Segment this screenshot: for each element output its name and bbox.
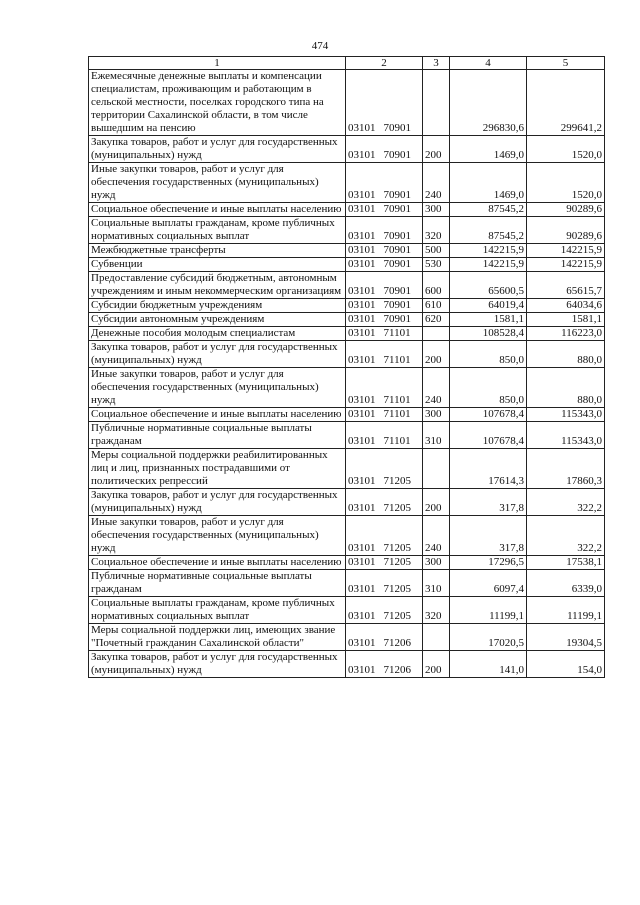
row-value-col4: 87545,2: [450, 217, 527, 244]
row-value-col4: 17020,5: [450, 624, 527, 651]
row-expense-type: 240: [423, 163, 450, 203]
row-code-section: 03101: [348, 637, 376, 649]
row-value-col4: 850,0: [450, 368, 527, 408]
row-code: [346, 597, 423, 624]
row-value-col5: 142215,9: [527, 258, 605, 272]
row-expense-type: 530: [423, 258, 450, 272]
row-expense-type: 300: [423, 203, 450, 217]
header-col-5: 5: [527, 57, 605, 70]
row-value-col5: 19304,5: [527, 624, 605, 651]
table-row: [89, 327, 605, 341]
row-value-col5: 115343,0: [527, 408, 605, 422]
header-col-3: 3: [423, 57, 450, 70]
row-name: Публичные нормативные социальные выплаты гражданам: [89, 422, 346, 449]
row-code: [346, 516, 423, 556]
row-value-col5: 115343,0: [527, 422, 605, 449]
row-value-col4: 6097,4: [450, 570, 527, 597]
table-row: [89, 516, 605, 556]
header-row: [89, 57, 605, 70]
row-code-section: 03101: [348, 394, 376, 406]
row-expense-type: 200: [423, 651, 450, 678]
row-code-article: 71205: [383, 556, 411, 568]
row-code-article: 71101: [383, 394, 411, 406]
row-name: Закупка товаров, работ и услуг для государственных (муниципальных) нужд: [89, 136, 346, 163]
table-row: [89, 313, 605, 327]
row-code-article: 71205: [383, 583, 411, 595]
row-code-section: 03101: [348, 610, 376, 622]
row-code: [346, 408, 423, 422]
row-expense-type: [423, 327, 450, 341]
table-row: [89, 422, 605, 449]
row-code: [346, 556, 423, 570]
row-name: Социальное обеспечение и иные выплаты населению: [89, 203, 346, 217]
row-name: Закупка товаров, работ и услуг для государственных (муниципальных) нужд: [89, 341, 346, 368]
row-name: Иные закупки товаров, работ и услуг для обеспечения государственных (муниципальных) нужд: [89, 163, 346, 203]
row-expense-type: [423, 449, 450, 489]
row-name: Иные закупки товаров, работ и услуг для обеспечения государственных (муниципальных) нужд: [89, 368, 346, 408]
table-row: [89, 272, 605, 299]
row-code: [346, 570, 423, 597]
row-code-article: 71206: [383, 664, 411, 676]
table-row: [89, 651, 605, 678]
row-name: Межбюджетные трансферты: [89, 244, 346, 258]
row-code-section: 03101: [348, 285, 376, 297]
row-code-article: 70901: [383, 244, 411, 256]
header-col-4: 4: [450, 57, 527, 70]
row-name: Предоставление субсидий бюджетным, автономным учреждениям и иным некоммерческим организациям: [89, 272, 346, 299]
row-value-col4: 142215,9: [450, 244, 527, 258]
row-code-article: 71205: [383, 610, 411, 622]
row-code: [346, 217, 423, 244]
row-value-col5: 90289,6: [527, 217, 605, 244]
row-expense-type: 320: [423, 217, 450, 244]
row-name: Социальное обеспечение и иные выплаты населению: [89, 408, 346, 422]
row-code-article: 71101: [383, 408, 411, 420]
row-code: [346, 70, 423, 136]
row-code-article: 71101: [383, 354, 411, 366]
row-code: [346, 203, 423, 217]
table-row: [89, 217, 605, 244]
row-value-col4: 65600,5: [450, 272, 527, 299]
row-value-col4: 1469,0: [450, 136, 527, 163]
row-name: Социальное обеспечение и иные выплаты населению: [89, 556, 346, 570]
table-row: [89, 258, 605, 272]
row-code-section: 03101: [348, 258, 376, 270]
row-code: [346, 368, 423, 408]
row-code-section: 03101: [348, 189, 376, 201]
row-expense-type: 610: [423, 299, 450, 313]
row-code-section: 03101: [348, 203, 376, 215]
row-code-article: 70901: [383, 230, 411, 242]
table-row: [89, 163, 605, 203]
row-expense-type: 200: [423, 489, 450, 516]
row-value-col4: 850,0: [450, 341, 527, 368]
row-code-section: 03101: [348, 313, 376, 325]
row-code-section: 03101: [348, 244, 376, 256]
row-name: Субсидии автономным учреждениям: [89, 313, 346, 327]
row-value-col5: 1520,0: [527, 136, 605, 163]
row-expense-type: 600: [423, 272, 450, 299]
row-value-col4: 1581,1: [450, 313, 527, 327]
table-row: [89, 408, 605, 422]
row-value-col4: 317,8: [450, 489, 527, 516]
table-row: [89, 341, 605, 368]
row-value-col4: 107678,4: [450, 408, 527, 422]
row-code-article: 71206: [383, 637, 411, 649]
row-code-article: 70901: [383, 258, 411, 270]
row-code: [346, 341, 423, 368]
budget-table: [88, 56, 605, 678]
row-code: [346, 624, 423, 651]
row-value-col5: 64034,6: [527, 299, 605, 313]
row-code-article: 71205: [383, 542, 411, 554]
row-expense-type: 500: [423, 244, 450, 258]
page-number: 474: [311, 40, 329, 52]
row-code: [346, 489, 423, 516]
row-code: [346, 272, 423, 299]
row-value-col4: 296830,6: [450, 70, 527, 136]
row-code-section: 03101: [348, 327, 376, 339]
table-row: [89, 203, 605, 217]
row-code: [346, 258, 423, 272]
row-code-section: 03101: [348, 542, 376, 554]
row-code-section: 03101: [348, 230, 376, 242]
table-row: [89, 299, 605, 313]
row-expense-type: 240: [423, 368, 450, 408]
row-code-article: 70901: [383, 149, 411, 161]
row-name: Субсидии бюджетным учреждениям: [89, 299, 346, 313]
table-row: [89, 489, 605, 516]
row-code-section: 03101: [348, 664, 376, 676]
row-code: [346, 163, 423, 203]
row-expense-type: 310: [423, 422, 450, 449]
row-value-col5: 90289,6: [527, 203, 605, 217]
row-name: Социальные выплаты гражданам, кроме публичных нормативных социальных выплат: [89, 597, 346, 624]
row-name: Меры социальной поддержки лиц, имеющих звание "Почетный гражданин Сахалинской области": [89, 624, 346, 651]
row-code: [346, 327, 423, 341]
row-code: [346, 449, 423, 489]
row-name: Иные закупки товаров, работ и услуг для обеспечения государственных (муниципальных) нужд: [89, 516, 346, 556]
row-value-col5: 11199,1: [527, 597, 605, 624]
table-row: [89, 70, 605, 136]
row-value-col5: 6339,0: [527, 570, 605, 597]
row-value-col4: 317,8: [450, 516, 527, 556]
row-code-article: 70901: [383, 122, 411, 134]
table-row: [89, 136, 605, 163]
table-row: [89, 556, 605, 570]
row-value-col4: 1469,0: [450, 163, 527, 203]
row-code-article: 70901: [383, 203, 411, 215]
row-code-article: 70901: [383, 189, 411, 201]
row-code: [346, 136, 423, 163]
table-row: [89, 368, 605, 408]
row-code-section: 03101: [348, 556, 376, 568]
row-expense-type: 300: [423, 556, 450, 570]
row-code-article: 71205: [383, 475, 411, 487]
row-expense-type: 310: [423, 570, 450, 597]
row-name: Закупка товаров, работ и услуг для государственных (муниципальных) нужд: [89, 489, 346, 516]
row-value-col5: 322,2: [527, 516, 605, 556]
table-row: [89, 624, 605, 651]
row-name: Социальные выплаты гражданам, кроме публичных нормативных социальных выплат: [89, 217, 346, 244]
table-row: [89, 244, 605, 258]
row-code-section: 03101: [348, 122, 376, 134]
row-code: [346, 244, 423, 258]
row-code-section: 03101: [348, 475, 376, 487]
row-expense-type: 200: [423, 341, 450, 368]
row-value-col4: 87545,2: [450, 203, 527, 217]
row-value-col5: 17538,1: [527, 556, 605, 570]
row-code-section: 03101: [348, 502, 376, 514]
row-code-article: 70901: [383, 285, 411, 297]
row-code-section: 03101: [348, 299, 376, 311]
row-code-article: 71101: [383, 327, 411, 339]
table-row: [89, 570, 605, 597]
row-expense-type: [423, 70, 450, 136]
table-row: [89, 449, 605, 489]
row-value-col5: 154,0: [527, 651, 605, 678]
row-name: Закупка товаров, работ и услуг для государственных (муниципальных) нужд: [89, 651, 346, 678]
row-code-article: 71101: [383, 435, 411, 447]
row-value-col4: 17296,5: [450, 556, 527, 570]
row-name: Ежемесячные денежные выплаты и компенсации специалистам, проживающим и работающим в сельской местности, поселках городского типа на территории Сахалинской области, в том числе вышедшим на пенсию: [89, 70, 346, 136]
row-expense-type: 300: [423, 408, 450, 422]
row-name: Меры социальной поддержки реабилитированных лиц и лиц, признанных пострадавшими от политических репрессий: [89, 449, 346, 489]
row-code-section: 03101: [348, 354, 376, 366]
row-expense-type: 620: [423, 313, 450, 327]
row-code: [346, 422, 423, 449]
row-code-section: 03101: [348, 408, 376, 420]
row-value-col4: 141,0: [450, 651, 527, 678]
row-value-col4: 108528,4: [450, 327, 527, 341]
row-value-col4: 17614,3: [450, 449, 527, 489]
row-value-col5: 880,0: [527, 368, 605, 408]
row-value-col5: 142215,9: [527, 244, 605, 258]
row-code-section: 03101: [348, 583, 376, 595]
row-name: Субвенции: [89, 258, 346, 272]
row-expense-type: 240: [423, 516, 450, 556]
row-value-col5: 116223,0: [527, 327, 605, 341]
row-code: [346, 313, 423, 327]
row-value-col5: 322,2: [527, 489, 605, 516]
table-row: [89, 597, 605, 624]
row-value-col4: 142215,9: [450, 258, 527, 272]
row-expense-type: 320: [423, 597, 450, 624]
row-code-article: 71205: [383, 502, 411, 514]
row-code-article: 70901: [383, 313, 411, 325]
row-name: Денежные пособия молодым специалистам: [89, 327, 346, 341]
row-expense-type: 200: [423, 136, 450, 163]
row-value-col4: 107678,4: [450, 422, 527, 449]
row-code: [346, 299, 423, 313]
row-code: [346, 651, 423, 678]
row-code-article: 70901: [383, 299, 411, 311]
row-code-section: 03101: [348, 435, 376, 447]
row-value-col4: 11199,1: [450, 597, 527, 624]
header-col-2: 2: [346, 57, 423, 70]
row-value-col5: 17860,3: [527, 449, 605, 489]
header-col-1: 1: [89, 57, 346, 70]
row-value-col5: 1581,1: [527, 313, 605, 327]
row-expense-type: [423, 624, 450, 651]
row-value-col5: 1520,0: [527, 163, 605, 203]
row-code-section: 03101: [348, 149, 376, 161]
row-value-col5: 880,0: [527, 341, 605, 368]
row-name: Публичные нормативные социальные выплаты гражданам: [89, 570, 346, 597]
row-value-col5: 299641,2: [527, 70, 605, 136]
row-value-col4: 64019,4: [450, 299, 527, 313]
row-value-col5: 65615,7: [527, 272, 605, 299]
